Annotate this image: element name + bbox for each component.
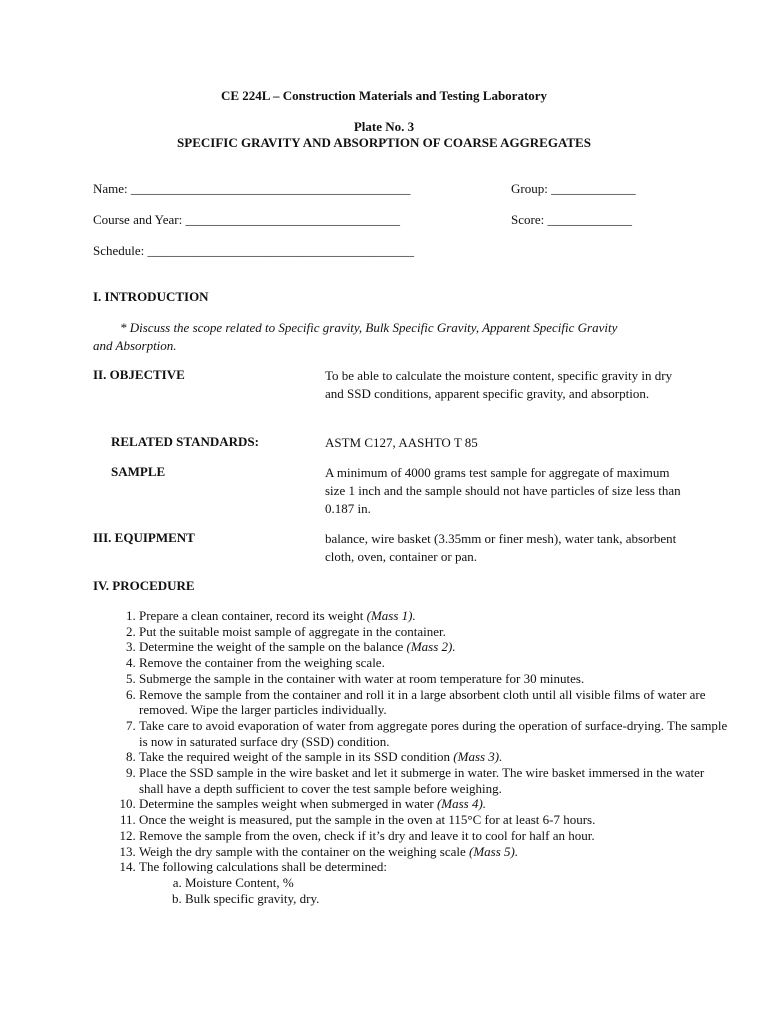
score-field [511,212,632,228]
score-blank: _____________ [547,212,632,227]
calculations-list [139,875,729,906]
group-blank: _____________ [551,181,636,196]
related-standards-text: ASTM C127, AASHTO T 85 [325,435,478,450]
calculation-item: a. Moisture Content, % [185,875,729,891]
procedure-step: 9. Place the SSD sample in the wire basket and let it submerge in water. The wire basket immersed in the water shall have a depth sufficient to cover the test sample before weighing. [139,765,729,796]
schedule-field [93,243,414,259]
introduction-heading: I. INTRODUCTION [93,289,209,304]
procedure-step: 7. Take care to avoid evaporation of water from aggregate pores during the operation of surface-drying. The sample is now in saturated surface dry (SSD) condition. [139,718,729,749]
procedure-heading: IV. PROCEDURE [93,578,195,593]
objective-label: II. OBJECTIVE [93,367,185,382]
procedure-step: 8. Take the required weight of the sample in its SSD condition (Mass 3). [139,749,729,765]
group-label: Group: [511,181,548,196]
score-label: Score: [511,212,545,227]
name-field [93,181,410,197]
document-subject: SPECIFIC GRAVITY AND ABSORPTION OF COARSE AGGREGATES [177,135,591,150]
procedure-step: 14. The following calculations shall be determined: a. Moisture Content, % b. Bulk specific gravity, dry. [139,859,729,906]
sample-label: SAMPLE [111,464,166,479]
course-year-blank: _________________________________ [185,212,400,227]
introduction-line-2: and Absorption. [93,338,177,353]
procedure-step: 2. Put the suitable moist sample of aggregate in the container. [139,624,729,640]
schedule-blank: _________________________________________ [147,243,415,258]
procedure-step: 1. Prepare a clean container, record its weight (Mass 1). [139,608,729,624]
schedule-label: Schedule: [93,243,145,258]
procedure-step: 5. Submerge the sample in the container with water at room temperature for 30 minutes. [139,671,729,687]
equipment-text: balance, wire basket (3.35mm or finer mesh), water tank, absorbent cloth, oven, container or pan. [325,531,677,564]
sample-text: A minimum of 4000 grams test sample for aggregate of maximum size 1 inch and the sample should not have particles of size less than 0.187 in. [325,465,681,516]
name-label: Name: [93,181,128,196]
equipment-label: III. EQUIPMENT [93,530,195,545]
procedure-step: 11. Once the weight is measured, put the sample in the oven at 115°C for at least 6-7 hours. [139,812,729,828]
procedure-step: 12. Remove the sample from the oven, check if it’s dry and leave it to cool for half an hour. [139,828,729,844]
procedure-step: 13. Weigh the dry sample with the container on the weighing scale (Mass 5). [139,844,729,860]
procedure-step: 3. Determine the weight of the sample on the balance (Mass 2). [139,639,729,655]
course-title: CE 224L – Construction Materials and Testing Laboratory [220,88,548,103]
procedure-step: 6. Remove the sample from the container and roll it in a large absorbent cloth until all visible films of water are removed. Wipe the larger particles individually. [139,687,729,718]
related-standards-label: RELATED STANDARDS: [111,434,259,449]
name-blank: ___________________________________________ [130,181,411,196]
calculation-item: b. Bulk specific gravity, dry. [185,891,729,907]
objective-text: To be able to calculate the moisture content, specific gravity in dry and SSD conditions, apparent specific gravity, and absorption. [325,368,673,401]
procedure-step: 4. Remove the container from the weighing scale. [139,655,729,671]
procedure-step: 10. Determine the samples weight when submerged in water (Mass 4). [139,796,729,812]
course-year-field [93,212,400,228]
introduction-line-1: * Discuss the scope related to Specific gravity, Bulk Specific Gravity, Apparent Specific Gravity [120,320,618,335]
procedure-list [93,608,729,906]
group-field [511,181,636,197]
course-year-label: Course and Year: [93,212,183,227]
plate-number: Plate No. 3 [353,119,415,134]
